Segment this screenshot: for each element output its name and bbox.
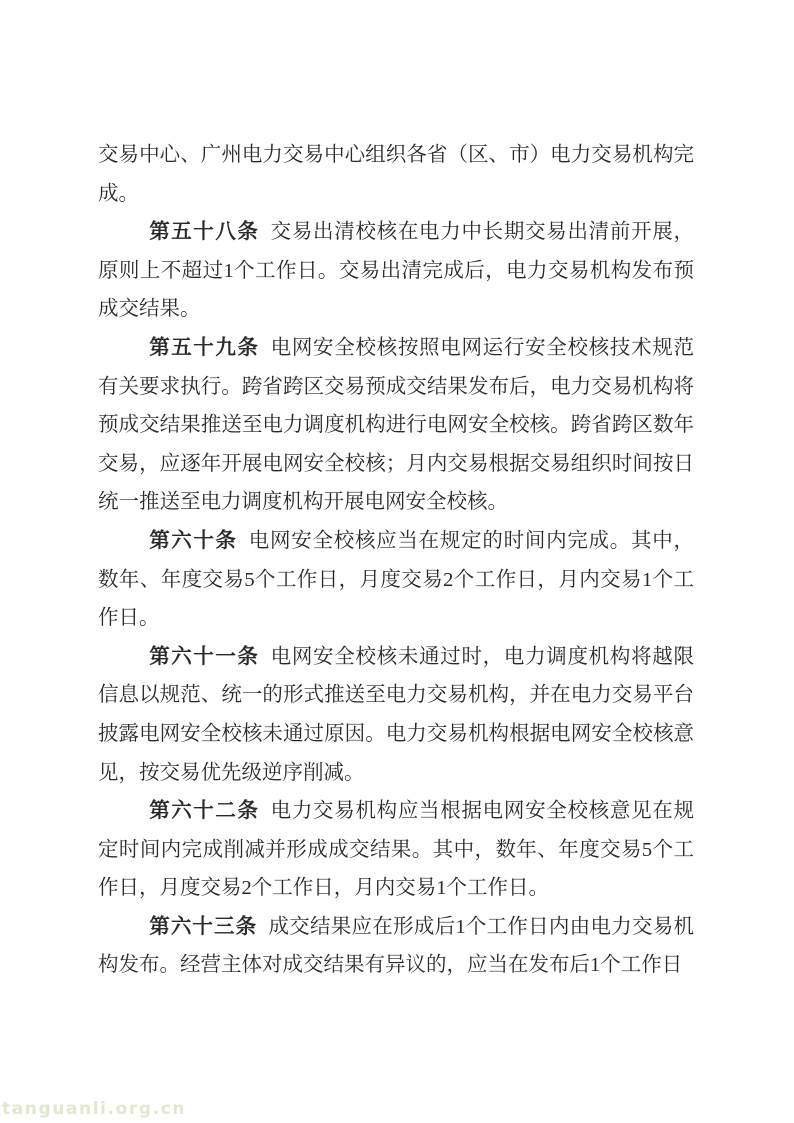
paragraph — [98, 522, 694, 638]
article-number: 第六十条 — [149, 529, 238, 552]
watermark: tanguanli.org.cn — [2, 1099, 187, 1119]
article-number: 第六十二条 — [149, 800, 260, 823]
paragraph-text: 交易出清校核在电力中长期交易出清前开展，原则上不超过1个工作日。交易出清完成后，电力交易机构发布预成交结果。 — [98, 221, 694, 321]
paragraph — [98, 136, 694, 213]
article-number: 第六十三条 — [149, 915, 258, 938]
paragraph-text: 电网安全校核未通过时，电力调度机构将越限信息以规范、统一的形式推送至电力交易机构，并在电力交易平台披露电网安全校核未通过原因。电力交易机构根据电网安全校核意见，按交易优先级逆序削减。 — [98, 645, 694, 784]
paragraph — [98, 329, 694, 522]
paragraph-text: 电网安全校核应当在规定的时间内完成。其中，数年、年度交易5个工作日，月度交易2个工作日，月内交易1个工作日。 — [98, 529, 695, 630]
article-number: 第五十九条 — [149, 336, 260, 359]
paragraph — [98, 638, 694, 792]
paragraph-text: 电网安全校核按照电网运行安全校核技术规范有关要求执行。跨省跨区交易预成交结果发布后，电力交易机构将预成交结果推送至电力调度机构进行电网安全校核。跨省跨区数年交易，应逐年开展电网安全校核；月内交易根据交易组织时间按日统一推送至电力调度机构开展电网安全校核。 — [98, 336, 694, 514]
paragraph — [98, 213, 694, 329]
paragraph — [98, 792, 694, 908]
article-number: 第六十一条 — [149, 645, 260, 668]
paragraph-text: 交易中心、广州电力交易中心组织各省（区、市）电力交易机构完成。 — [98, 144, 694, 205]
paragraph — [98, 908, 694, 985]
paragraph-text: 电力交易机构应当根据电网安全校核意见在规定时间内完成削减并形成成交结果。其中，数年、年度交易5个工作日，月度交易2个工作日，月内交易1个工作日。 — [98, 800, 694, 900]
paragraph-text: 成交结果应在形成后1个工作日内由电力交易机构发布。经营主体对成交结果有异议的，应当在发布后1个工作日 — [98, 915, 695, 977]
document-body — [98, 136, 694, 985]
article-number: 第五十八条 — [149, 221, 260, 244]
